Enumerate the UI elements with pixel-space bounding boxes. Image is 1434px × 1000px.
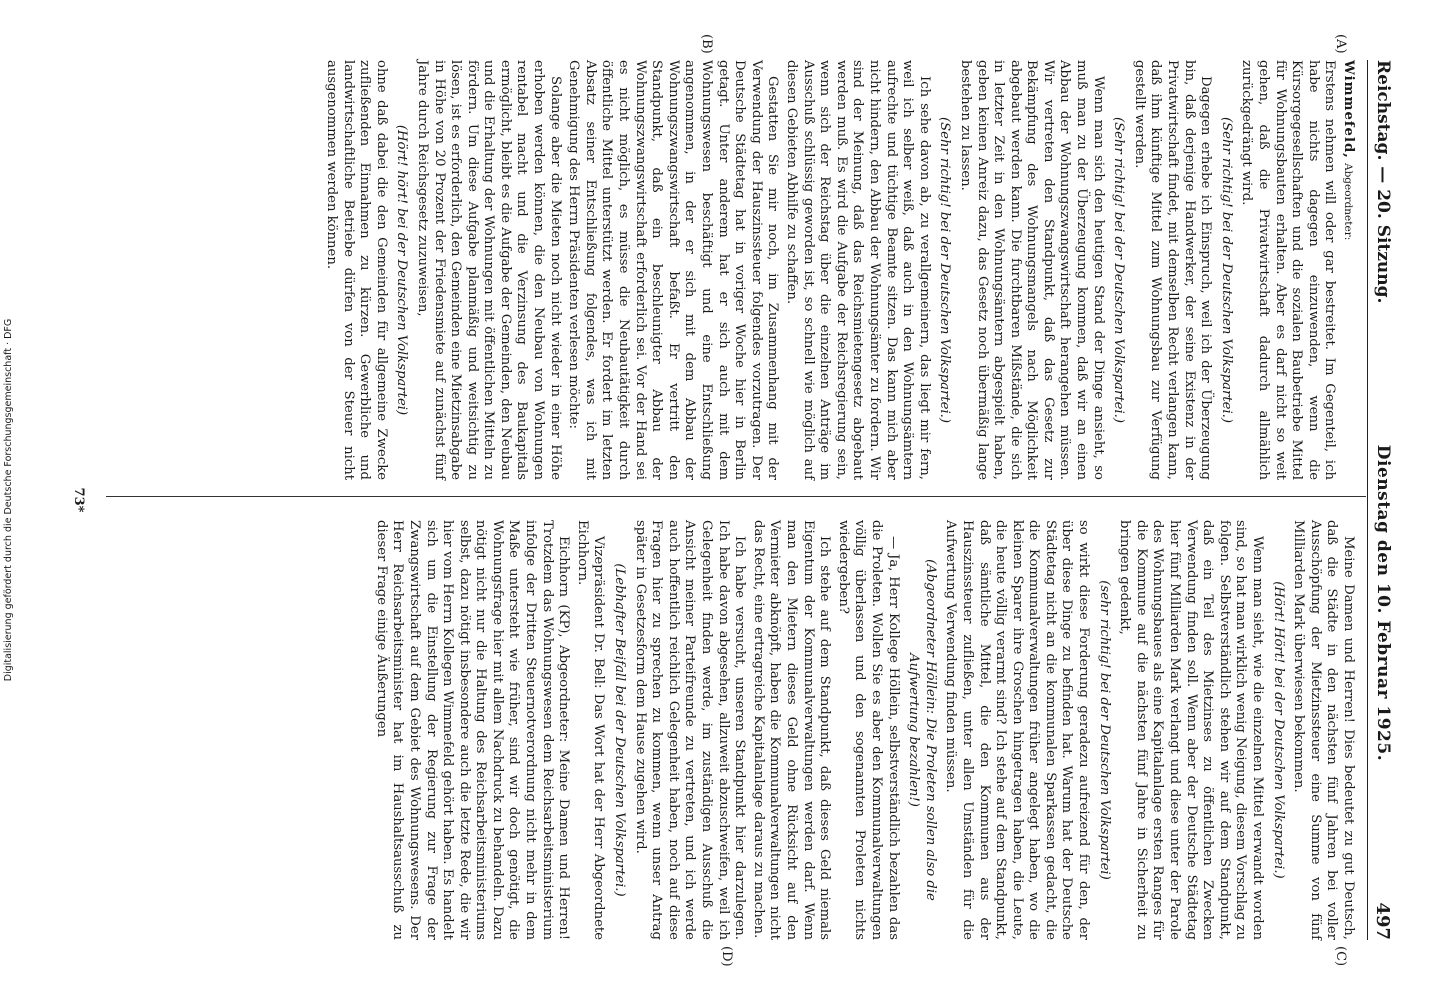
paragraph: so wirkt diese Forderung geradezu aufreizend für den, der über diese Dinge zu befinden hat. Warum hat der Deutsche Städtetag nicht an die kommunalen Sparkassen gedacht, die die Kommunalverwaltungen früher angelegt haben, wo die kleinen Sparer ihre Groschen hingetragen haben, die Leute, die heute völlig verarmt sind? Ich stehe auf dem Standpunkt, daß sämtliche Mittel, die den Kommunen aus der Hauszinssteuer zufließen, unter allen Umständen für die Aufwertung Verwendung finden müssen. [943, 520, 1092, 940]
interjection: (Lebhafter Beifall bei der Deutschen Volkspartei.) [612, 563, 628, 897]
paragraph: — Ja, Herr Kollege Höllein, selbstverständlich bezahlen das die Proleten. Wollen Sie es aber den Kommunalverwaltungen völlig überlassen und den sogenannten Proleten nichts wiedergeben? [835, 520, 901, 940]
page-header [1370, 60, 1396, 940]
page-number: 497 [1372, 902, 1394, 940]
paragraph: Gestatten Sie mir noch, im Zusammenhang mit der Verwendung der Hauszinssteuer folgendes vorzutragen. Der Deutsche Städtetag hat in voriger Woche hier in Berlin getagt. Unter anderem hat er sich auch mit dem Wohnungswesen beschäftigt und eine Entschließung angenommen, in der er sich mit dem Abbau der Wohnungszwangswirtschaft befaßt. Er vertritt den Standpunkt, daß ein beschleunigter Abbau der Wohnungszwangswirtschaft erforderlich sei. Vor der Hand sei es nicht möglich, es müsse die Neubautätigkeit durch öffentliche Mittel unterstützt werden. Er fordert im letzten Absatz seiner Entschließung folgendes, was ich mit Genehmigung des Herrn Präsidenten verlesen möchte: [566, 60, 781, 480]
paragraph: ohne daß dabei die den Gemeinden für allgemeine Zwecke zufließenden Einnahmen zu kürzen. Gewerbliche und landwirtschaftliche Betriebe dürfen von der Steuer nicht ausgenommen werden können. [323, 60, 389, 480]
paragraph: Eichhorn (KP), Abgeordneter: Meine Damen und Herren! Trotzdem das Wohnungswesen dem Reichsarbeitsministerium infolge der Dritten Steuernotverordnung nicht mehr in dem Maße untersteht wie früher, sind wir doch genötigt, die Wohnungsfrage hier mit allem Nachdruck zu behandeln. Dazu nötigt nicht nur die Haltung des Reichsarbeitsministeriums selbst, dazu nötigt insbesondere auch die letzte Rede, die wir hier vom Herrn Kollegen Wimmefeld gehört haben. Es handelt sich um die Einstellung der Regierung zur Frage der Zwangswirtschaft auf dem Gebiet des Wohnungswesens. Der Herr Reichsarbeitsminister hat im Haushaltsausschuß zu dieser Frage einige Äußerungen [373, 520, 572, 940]
interjection: (Abgeordneter Höllein: Die Proleten sollen also die Aufwertung bezahlen!) [906, 559, 938, 901]
paragraph: Erstens nehmen will oder gar bestreitet. Im Gegenteil, ich habe nichts dagegen einzuwenden, wenn die Kürsorgegesellschaften und die sozialen Baubetriebe Mittel für Wohnungsbauten erhalten. Aber es darf nicht so weit gehen, daß die Privatwirtschaft dadurch allmählich zurückgedrängt wird. [1239, 60, 1338, 480]
quoted-paragraph: Solange aber die Mieten noch nicht wieder in einer Höhe erhoben werden können, die den Neubau von Wohnungen rentabel macht und die Verzinsung des Baukapitals ermöglicht, bleibt es die Aufgabe der Gemeinden, den Neubau und die Erhaltung der Wohnungen mit öffentlichen Mitteln zu fördern. Um diese Aufgabe planmäßig und weitsichtig zu lösen, ist es erforderlich, den Gemeinden eine Mietzinsabgabe in Höhe von 20 Prozent der Friedensmiete auf zunächst fünf Jahre durch Reichsgesetz zuzuweisen, [414, 60, 563, 480]
right-column [370, 520, 1356, 940]
header-rule [1367, 60, 1368, 940]
interjection: (Hört! Hört! bei der Deutschen Volkspartei.) [1270, 581, 1286, 879]
interjection: (sehr richtig! bei der Deutschen Volkspartei) [1096, 580, 1112, 880]
page-footer: 73* [71, 487, 86, 513]
interjection: (Sehr richtig! bei der Deutschen Volkspartei.) [1218, 116, 1234, 424]
margin-letter-c: (C) [1333, 946, 1348, 967]
paragraph: Dagegen erhebe ich Einspruch, weil ich der Überzeugung bin, daß derjenige Handwerker, der seine Existenz in der Privatwirtschaft findet, mit demselben Recht verlangen kann, daß ihm künftige Mittel zum Wohnungsbau zur Verfügung gestellt werden. [1131, 60, 1214, 480]
paragraph: Ich stehe auf dem Standpunkt, daß dieses Geld niemals Eigentum der Kommunalverwaltungen werden darf. Wenn man den Mietern dieses Geld ohne Rücksicht auf den Vermieter abknöpft, haben die Kommunalverwaltungen nicht das Recht, eine ertragreiche Kapitalanlage daraus zu machen. [750, 520, 833, 940]
speaker-name: Wimmefeld, [1341, 60, 1356, 159]
digitization-credit: Digitalisierung gefördert durch die Deutsche Forschungsgemeinschaft · DFG [3, 318, 14, 682]
margin-letter-b: (B) [699, 34, 714, 54]
speaker-line [1339, 60, 1356, 480]
paragraph: Ich sehe davon ab, zu verallgemeinern, das liegt mir fern, weil ich selber weiß, daß auch in den Wohnungsämtern aufrechte und tüchtige Beamte sitzen. Das kann mich aber nicht hindern, den Abbau der Wohnungsämter zu fordern. Wir sind der Meinung, daß das Reichsmietengesetz abgebaut werden muß. Es wird die Aufgabe der Reichsregierung sein, wenn sich der Reichstag über die einzelnen Anträge im Ausschuß schlüssig geworden ist, so schnell wie möglich auf diesen Gebieten Abhilfe zu schaffen. [784, 60, 932, 480]
column-divider [106, 496, 1366, 497]
interjection: (Sehr richtig! bei der Deutschen Volkspartei.) [1111, 116, 1127, 424]
presiding-remark: Vizepräsident Dr. Bell: Das Wort hat der Herr Abgeordnete Eichhorn. [574, 520, 607, 940]
paragraph: Meine Damen und Herren! Dies bedeutet zu gut Deutsch, daß die Städte in den nächsten fünf Jahren bei voller Ausschöpfung der Mietzinssteuer eine Summe von fünf Milliarden Mark überwiesen bekommen. [1291, 520, 1356, 940]
sidebar-strip [0, 0, 18, 1000]
speaker-role: Abgeordneter: [1342, 162, 1354, 241]
paragraph: Ich habe versucht, unseren Standpunkt hier darzulegen. Ich habe davon abgesehen, allzuweit abzuschweifen, weil ich Gelegenheit finden werde, im zuständigen Ausschuß die Ansicht meiner Parteifreunde zu vertreten, und ich werde auch hoffentlich reichlich Gelegenheit haben, noch auf diese Fragen hier zu sprechen zu kommen, wenn unser Antrag später in Gesetzesform dem Hause zugehen wird. [632, 520, 748, 940]
header-date: Dienstag den 10. Februar 1925. [1373, 444, 1393, 762]
margin-letter-a: (A) [1333, 34, 1348, 54]
left-column [320, 60, 1356, 480]
margin-letter-d: (D) [719, 946, 734, 967]
interjection: (Sehr richtig! bei der Deutschen Volkspartei.) [937, 116, 953, 424]
interjection: (Hört! hört! bei der Deutschen Volkspartei) [394, 124, 410, 416]
header-left: Reichstag. — 20. Sitzung. [1373, 60, 1393, 304]
paragraph: Wenn man sich den heutigen Stand der Dinge ansieht, so muß man zu der Überzeugung kommen, daß wir an einen Abbau der Wohnungszwangswirtschaft herangehen müssen. Wir vertreten den Standpunkt, daß das Gesetz zur Bekämpfung des Wohnungsmangels nach Möglichkeit abgebaut werden kann. Die furchtbaren Mißstände, die sich in letzter Zeit in den Wohnungsämtern abgespielt haben, geben keinen Anreiz dazu, das Gesetz noch übermäßig lange bestehen zu lassen. [957, 60, 1106, 480]
paragraph: Wenn man sieht, wie die einzelnen Mittel verwandt worden sind, so hat man wirklich wenig Neigung, diesem Vorschlag zu folgen. Selbstverständlich stehen wir auf dem Standpunkt, daß ein Teil des Mietzinses zu öffentlichen Zwecken Verwendung finden soll. Wenn aber der Deutsche Städtetag hier fünf Milliarden Mark verlangt und diese unter der Parole des Wohnungsbaues als eine Kapitalanlage ersten Ranges für die Kommune auf die nächsten fünf Jahre in Sicherheit zu bringen gedenkt, [1117, 520, 1266, 940]
